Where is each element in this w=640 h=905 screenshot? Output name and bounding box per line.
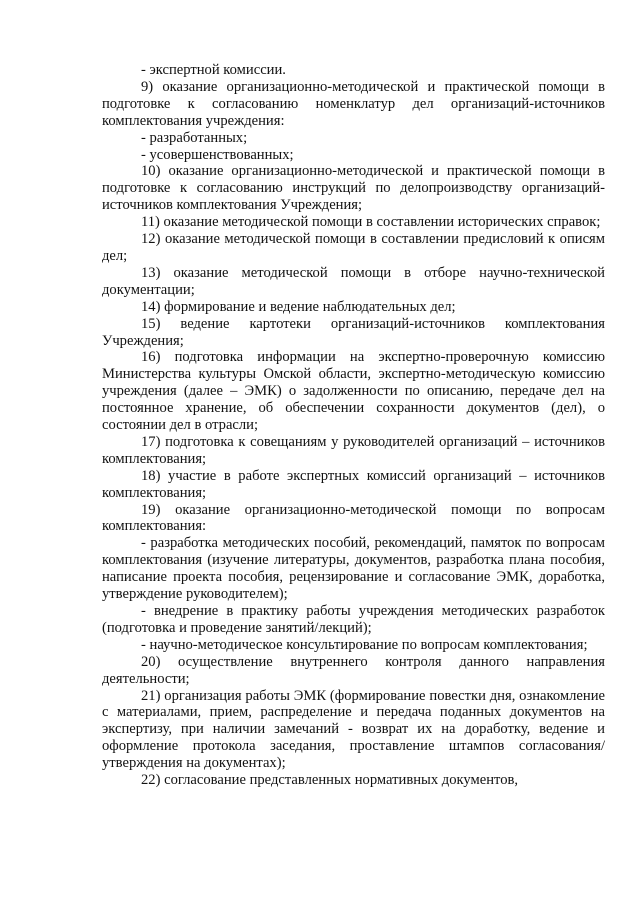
item-22: 22) согласование представленных нормативных документов,: [141, 772, 519, 789]
sub-item-developed: - разработанных;: [141, 129, 248, 146]
sub-item-implementation: - внедрение в практику работы учреждения методических разработок (подготовка и проведение занятий/лекций);: [102, 603, 605, 636]
item-12: 12) оказание методической помощи в составлении предисловий к описям дел;: [102, 231, 605, 264]
item-11: 11) оказание методической помощи в составлении исторических справок;: [141, 214, 601, 231]
item-16: 16) подготовка информации на экспертно-проверочную комиссию Министерства культуры Омской области, экспертно-методическую комиссию учреждения (далее – ЭМК) о задолженности по описанию, передаче дел на постоянное хранение, об обеспечении сохранности документов (дел), о состоянии дел в отрасли;: [102, 349, 605, 434]
item-18: 18) участие в работе экспертных комиссий организаций – источников комплектования;: [102, 467, 605, 501]
item-10: 10) оказание организационно-методической и практической помощи в подготовке к согласованию инструкций по делопроизводству организаций-источников комплектования Учреждения;: [102, 163, 605, 214]
sub-item-consulting: - научно-методическое консультирование по вопросам комплектования;: [141, 636, 588, 653]
item-9: 9) оказание организационно-методической и практической помощи в подготовке к согласованию номенклатур дел организаций-источников комплектования учреждения:: [102, 78, 605, 129]
item-19: 19) оказание организационно-методической помощи по вопросам комплектования:: [102, 501, 605, 535]
sub-item-improved: - усовершенствованных;: [141, 146, 294, 163]
item-21: 21) организация работы ЭМК (формирование повестки дня, ознакомление с материалами, прием, распределение и передача поданных документов на экспертизу, при наличии замечаний - возврат их на доработку, ведение и оформление протокола заседания, проставление штампов согласования/утверждения на документах);: [102, 687, 605, 772]
sub-item-methodical-manuals: - разработка методических пособий, рекомендаций, памяток по вопросам комплектования (изучение литературы, документов, разработка плана пособия, написание проекта пособия, рецензирование и согласование ЭМК, доработка, утверждение руководителем);: [102, 535, 605, 603]
item-17: 17) подготовка к совещаниям у руководителей организаций – источников комплектования;: [102, 433, 605, 467]
item-14: 14) формирование и ведение наблюдательных дел;: [141, 298, 456, 315]
item-20: 20) осуществление внутреннего контроля данного направления деятельности;: [102, 653, 605, 687]
item-15: 15) ведение картотеки организаций-источников комплектования Учреждения;: [102, 315, 605, 349]
list-item-expert-commission: - экспертной комиссии.: [141, 62, 286, 78]
item-13: 13) оказание методической помощи в отборе научно-технической документации;: [102, 264, 605, 298]
document-page: [102, 62, 605, 789]
